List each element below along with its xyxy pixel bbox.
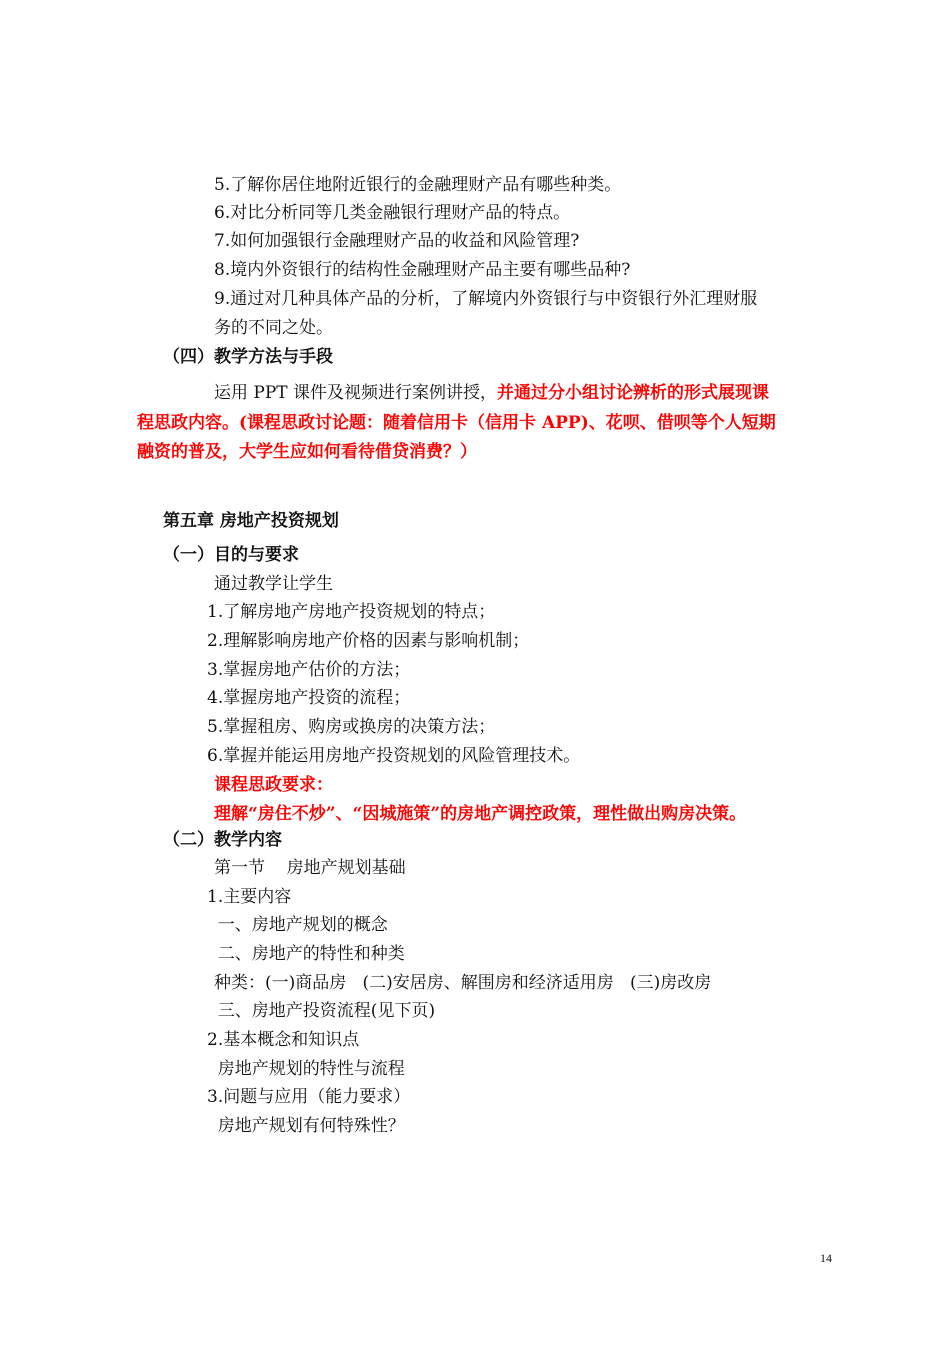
content-line: 二、房地产的特性和种类 <box>207 944 405 964</box>
list-item: 6.掌握并能运用房地产投资规划的风险管理技术。 <box>207 746 581 766</box>
ideology-highlight: 程思政内容。(课程思政讨论题：随着信用卡（信用卡 APP)、花呗、借呗等个人短期 <box>137 413 776 433</box>
content-line: 2.基本概念和知识点 <box>207 1030 360 1050</box>
ideology-highlight: 融资的普及，大学生应如何看待借贷消费？） <box>137 442 477 462</box>
content-line: 房地产规划有何特殊性？ <box>207 1116 405 1136</box>
list-item: 6.对比分析同等几类金融银行理财产品的特点。 <box>214 203 571 223</box>
list-item: 2.理解影响房地产价格的因素与影响机制； <box>207 631 530 651</box>
section-heading-content: （二）教学内容 <box>163 830 282 850</box>
content-line: 一、房地产规划的概念 <box>207 915 388 935</box>
list-item: 9.通过对几种具体产品的分析，了解境内外资银行与中资银行外汇理财服 <box>214 289 758 309</box>
list-item: 8.境内外资银行的结构性金融理财产品主要有哪些品种? <box>214 260 631 280</box>
content-line: 房地产规划的特性与流程 <box>207 1059 405 1079</box>
content-line: 3.问题与应用（能力要求） <box>207 1087 411 1107</box>
method-text: 运用 PPT 课件及视频进行案例讲授， <box>214 383 498 403</box>
ideology-text: 理解“房住不炒”、“因城施策”的房地产调控政策，理性做出购房决策。 <box>214 804 747 824</box>
list-item: 1.了解房地产房地产投资规划的特点； <box>207 602 496 622</box>
list-item: 5.掌握租房、购房或换房的决策方法； <box>207 717 496 737</box>
content-line: 第一节 房地产规划基础 <box>214 858 406 878</box>
section-heading-goals: （一）目的与要求 <box>163 545 299 565</box>
method-paragraph-line-1 <box>214 381 769 405</box>
content-line: 三、房地产投资流程(见下页) <box>207 1001 436 1021</box>
list-item: 3.掌握房地产估价的方法； <box>207 660 411 680</box>
chapter-title: 第五章 房地产投资规划 <box>163 511 339 531</box>
list-item: 5.了解你居住地附近银行的金融理财产品有哪些种类。 <box>214 175 622 195</box>
ideology-label: 课程思政要求： <box>214 775 333 795</box>
goal-intro: 通过教学让学生 <box>214 574 333 594</box>
list-item: 务的不同之处。 <box>214 318 333 338</box>
content-line: 种类：(一)商品房 (二)安居房、解围房和经济适用房 (三)房改房 <box>214 973 712 993</box>
list-item: 4.掌握房地产投资的流程； <box>207 688 411 708</box>
page-number: 14 <box>820 1251 832 1265</box>
ideology-highlight: 并通过分小组讨论辨析的形式展现课 <box>497 383 770 403</box>
section-heading-methods: （四）教学方法与手段 <box>163 347 333 367</box>
list-item: 7.如何加强银行金融理财产品的收益和风险管理? <box>214 231 580 251</box>
content-line: 1.主要内容 <box>207 887 292 907</box>
